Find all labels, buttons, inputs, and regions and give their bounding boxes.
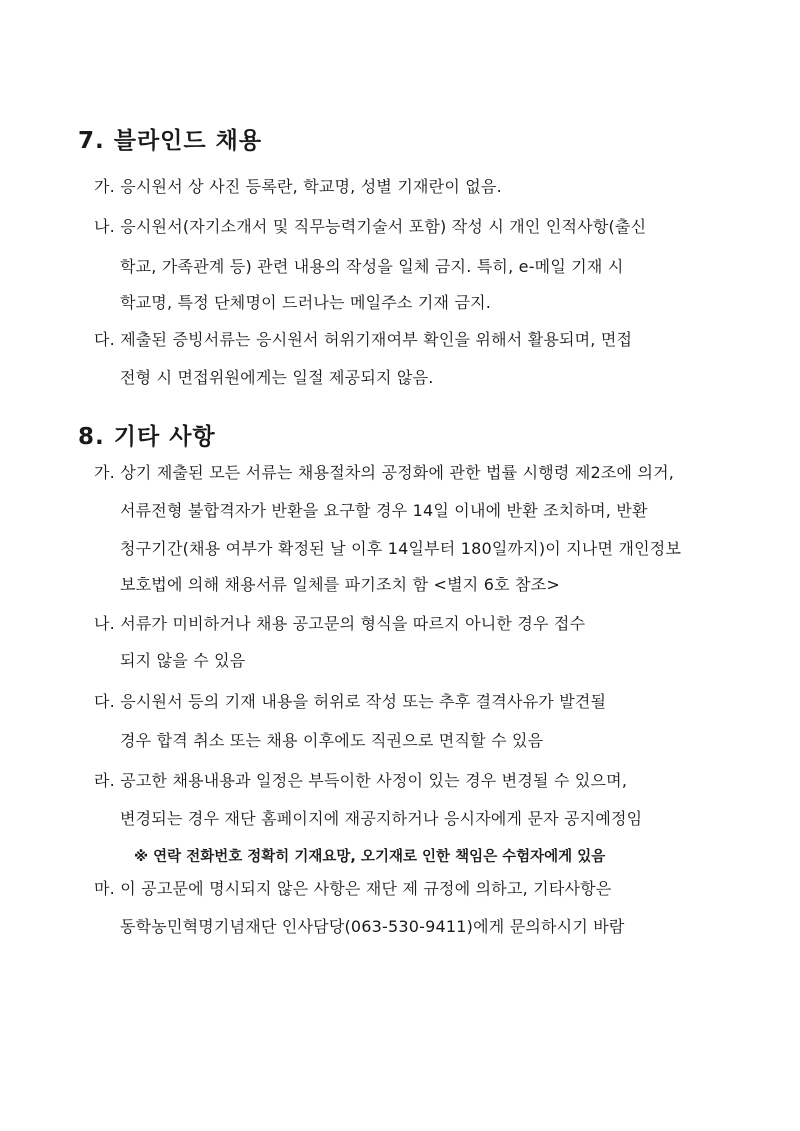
section-8-item-da-line-2: 경우 합격 취소 또는 채용 이후에도 직권으로 면직할 수 있음 (120, 731, 544, 750)
section-8-item-ga-line-2: 서류전형 불합격자가 반환을 요구할 경우 14일 이내에 반환 조치하며, 반환 (120, 501, 648, 520)
section-8-item-da-line-1: 다. 응시원서 등의 기재 내용을 허위로 작성 또는 추후 결격사유가 발견될 (94, 692, 607, 711)
section-7-title: 7. 블라인드 채용 (78, 128, 263, 154)
section-8-item-na-line-2: 되지 않을 수 있음 (120, 651, 246, 670)
section-7-item-na-line-3: 학교명, 특정 단체명이 드러나는 메일주소 기재 금지. (120, 293, 492, 312)
section-8-item-ma-line-1: 마. 이 공고문에 명시되지 않은 사항은 재단 제 규정에 의하고, 기타사항은 (94, 879, 612, 898)
section-8-item-ma-line-2: 동학농민혁명기념재단 인사담당(063-530-9411)에게 문의하시기 바람 (120, 917, 625, 936)
section-8-item-ga-line-4: 보호법에 의해 채용서류 일체를 파기조치 함 <별지 6호 참조> (120, 575, 560, 594)
section-7-item-na-line-2: 학교, 가족관계 등) 관련 내용의 작성을 일체 금지. 특히, e-메일 기재 시 (120, 257, 624, 276)
section-7-item-na-line-1: 나. 응시원서(자기소개서 및 직무능력기술서 포함) 작성 시 개인 인적사항(출신 (94, 217, 647, 236)
contact-notice: ※ 연락 전화번호 정확히 기재요망, 오기재로 인한 책임은 수험자에게 있음 (134, 849, 606, 865)
section-8-item-ga-line-3: 청구기간(채용 여부가 확정된 날 이후 14일부터 180일까지)이 지나면 개인정보 (120, 539, 682, 558)
section-8-item-ga-line-1: 가. 상기 제출된 모든 서류는 채용절차의 공정화에 관한 법률 시행령 제2조에 의거, (94, 463, 675, 482)
section-8-item-ra-line-2: 변경되는 경우 재단 홈페이지에 재공지하거나 응시자에게 문자 공지예정임 (120, 809, 643, 828)
section-8-title: 8. 기타 사항 (78, 424, 216, 450)
section-8-item-na-line-1: 나. 서류가 미비하거나 채용 공고문의 형식을 따르지 아니한 경우 접수 (94, 614, 586, 633)
section-7-item-ga-line-1: 가. 응시원서 상 사진 등록란, 학교명, 성별 기재란이 없음. (94, 177, 502, 196)
section-7-item-da-line-2: 전형 시 면접위원에게는 일절 제공되지 않음. (120, 368, 434, 387)
section-8-item-ra-line-1: 라. 공고한 채용내용과 일정은 부득이한 사정이 있는 경우 변경될 수 있으며, (94, 771, 628, 790)
section-7-item-da-line-1: 다. 제출된 증빙서류는 응시원서 허위기재여부 확인을 위해서 활용되며, 면접 (94, 330, 633, 349)
